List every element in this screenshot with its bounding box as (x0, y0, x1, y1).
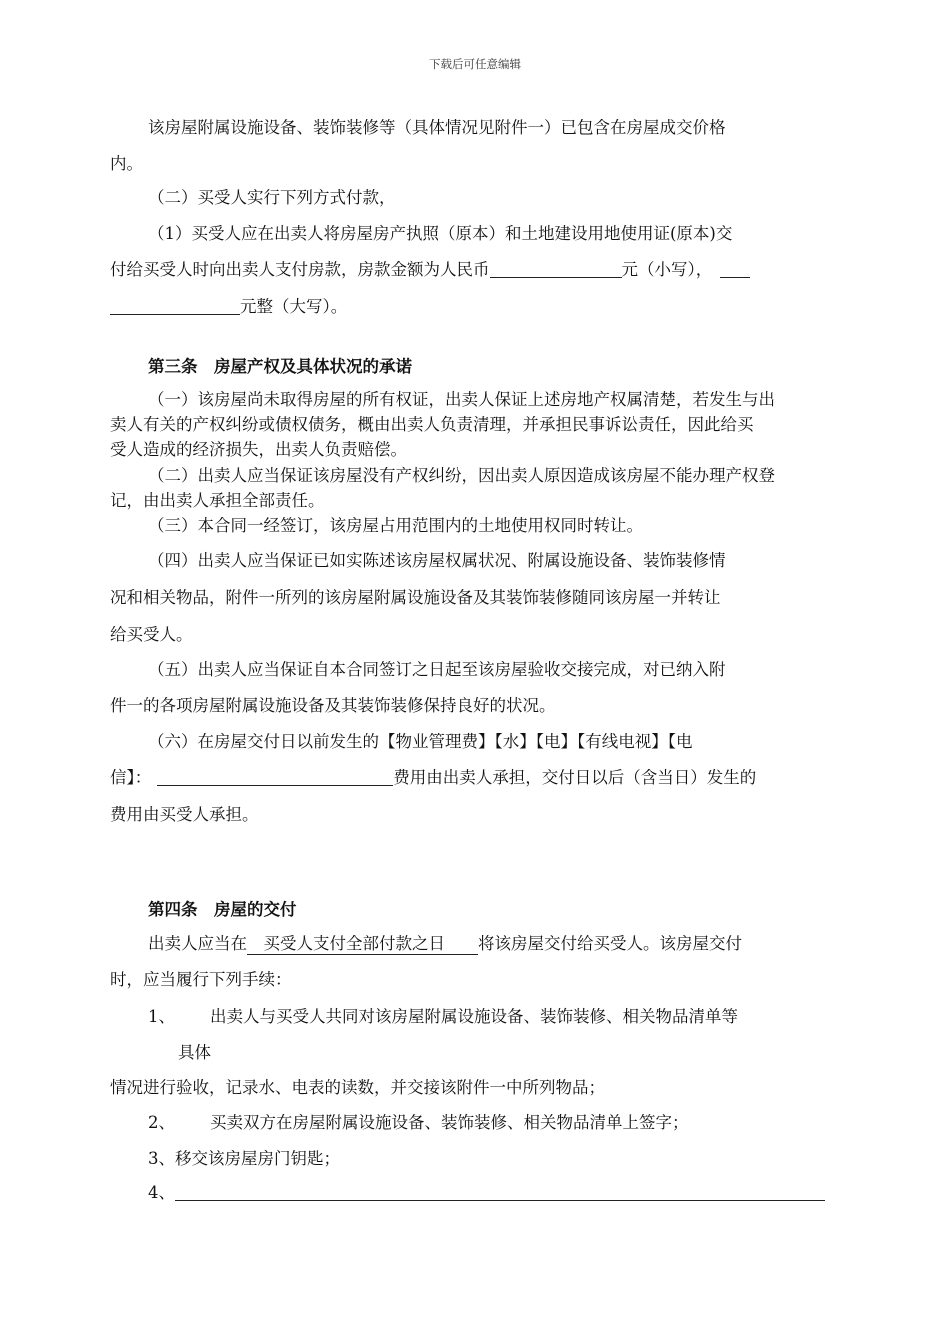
paragraph-line: 受人造成的经济损失，出卖人负责赔偿。 (110, 440, 407, 459)
paragraph-line: 该房屋附属设施设备、装饰装修等（具体情况见附件一）已包含在房屋成交价格 (148, 118, 726, 137)
delivery-date-field: 买受人支付全部付款之日 (247, 934, 478, 953)
paragraph-line: 卖人有关的产权纠纷或债权债务，概由出卖人负责清理，并承担民事诉讼责任，因此给买 (110, 415, 754, 434)
line-text: 元整（大写）。 (240, 297, 348, 316)
article-3-title: 第三条 房屋产权及具体状况的承诺 (148, 357, 412, 376)
paragraph-line: 给买受人。 (110, 625, 193, 644)
list-item-number: 1、 (148, 1007, 175, 1026)
item-4-blank (175, 1184, 825, 1201)
paragraph-line: （二）出卖人应当保证该房屋没有产权纠纷，因出卖人原因造成该房屋不能办理产权登 (148, 466, 775, 485)
list-item-number: 4、 (148, 1183, 175, 1202)
paragraph-line: 内。 (110, 154, 143, 173)
line-text: 元（小写）， (621, 260, 713, 279)
paragraph-line: 件一的各项房屋附属设施设备及其装饰装修保持良好的状况。 (110, 696, 556, 715)
article-4-title: 第四条 房屋的交付 (148, 900, 297, 919)
line-text: 费用由出卖人承担，交付日以后（含当日）发生的 (393, 768, 757, 787)
paragraph-line: （二）买受人实行下列方式付款， (148, 188, 396, 207)
list-item (148, 1183, 825, 1203)
list-item-number: 2、 (148, 1113, 175, 1132)
paragraph-line (110, 260, 750, 280)
paragraph-line: 况和相关物品，附件一所列的该房屋附属设施设备及其装饰装修随同该房屋一并转让 (110, 588, 721, 607)
fee-blank (157, 769, 393, 786)
amount-blank-large-start (720, 261, 750, 278)
line-text: 将该房屋交付给买受人。该房屋交付 (478, 934, 742, 953)
paragraph-line: （三）本合同一经签订，该房屋占用范围内的土地使用权同时转让。 (148, 516, 643, 535)
line-text: 出卖人应当在 (148, 934, 247, 953)
paragraph-line: 情况进行验收，记录水、电表的读数，并交接该附件一中所列物品； (110, 1078, 605, 1097)
paragraph-line (110, 297, 347, 317)
paragraph-line: 费用由买受人承担。 (110, 805, 259, 824)
line-text: 信】： (110, 768, 152, 787)
paragraph-line: （一）该房屋尚未取得房屋的所有权证，出卖人保证上述房地产权属清楚，若发生与出 (148, 390, 775, 409)
paragraph-line: （四）出卖人应当保证已如实陈述该房屋权属状况、附属设施设备、装饰装修情 (148, 551, 726, 570)
paragraph-line: 具体 (178, 1043, 211, 1062)
amount-blank-small (490, 261, 622, 278)
paragraph-line (110, 768, 756, 788)
list-item: 3、移交该房屋房门钥匙； (148, 1149, 340, 1168)
amount-blank-large (110, 298, 240, 315)
paragraph-line: 记，由出卖人承担全部责任。 (110, 491, 325, 510)
paragraph-line: （六）在房屋交付日以前发生的【物业管理费】【水】【电】【有线电视】【电 (148, 732, 693, 751)
paragraph-line: （1）买受人应在出卖人将房屋房产执照（原本）和土地建设用地使用证(原本)交 (148, 224, 733, 243)
page-header: 下载后可任意编辑 (429, 57, 521, 71)
line-text: 付给买受人时向出卖人支付房款，房款金额为人民币 (110, 260, 490, 279)
list-item-text: 买卖双方在房屋附属设施设备、装饰装修、相关物品清单上签字； (210, 1113, 689, 1132)
paragraph-line (148, 934, 742, 954)
list-item-text: 出卖人与买受人共同对该房屋附属设施设备、装饰装修、相关物品清单等 (210, 1007, 738, 1026)
paragraph-line: 时，应当履行下列手续： (110, 970, 292, 989)
paragraph-line: （五）出卖人应当保证自本合同签订之日起至该房屋验收交接完成，对已纳入附 (148, 660, 726, 679)
